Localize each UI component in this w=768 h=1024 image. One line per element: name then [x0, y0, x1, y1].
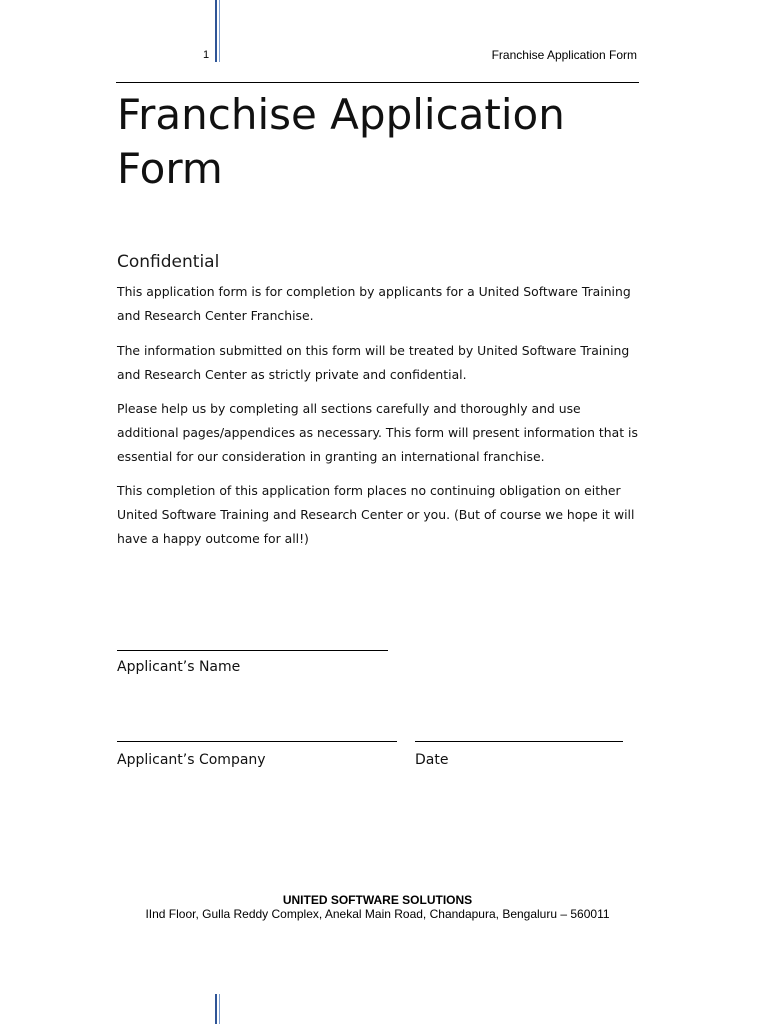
date-label: Date [415, 752, 449, 768]
applicant-company-line [117, 741, 397, 742]
paragraph-intro: This application form is for completion by applicants for a United Software Training and Research Center Franchise. [117, 284, 631, 323]
margin-bar-top [215, 0, 220, 62]
paragraph-confidentiality: The information submitted on this form will be treated by United Software Training and Research Center as strictly private and confidential. [117, 343, 630, 382]
footer-company-name: UNITED SOFTWARE SOLUTIONS [282, 893, 473, 907]
footer-address: IInd Floor, Gulla Reddy Complex, Anekal Main Road, Chandapura, Bengaluru – 560011 [145, 907, 610, 921]
page-number: 1 [203, 49, 210, 61]
section-heading-confidential: Confidential [117, 252, 220, 272]
applicant-company-label: Applicant’s Company [117, 752, 266, 768]
document-title: Franchise Application Form [117, 90, 565, 193]
header-divider [116, 82, 639, 83]
paragraph-instructions: Please help us by completing all sections carefully and thoroughly and use additional pages/appendices as necessary. This form will present information that is essential for our consideration in granting an international franchise. [117, 401, 638, 464]
margin-bar-bottom [215, 994, 220, 1024]
paragraph-obligation: This completion of this application form places no continuing obligation on either United Software Training and Research Center or you. (But of course we hope it will have a happy outcome for all!) [117, 483, 635, 546]
date-line [415, 741, 623, 742]
applicant-name-line [117, 650, 388, 651]
running-header-title: Franchise Application Form [491, 48, 637, 62]
applicant-name-label: Applicant’s Name [117, 659, 241, 675]
